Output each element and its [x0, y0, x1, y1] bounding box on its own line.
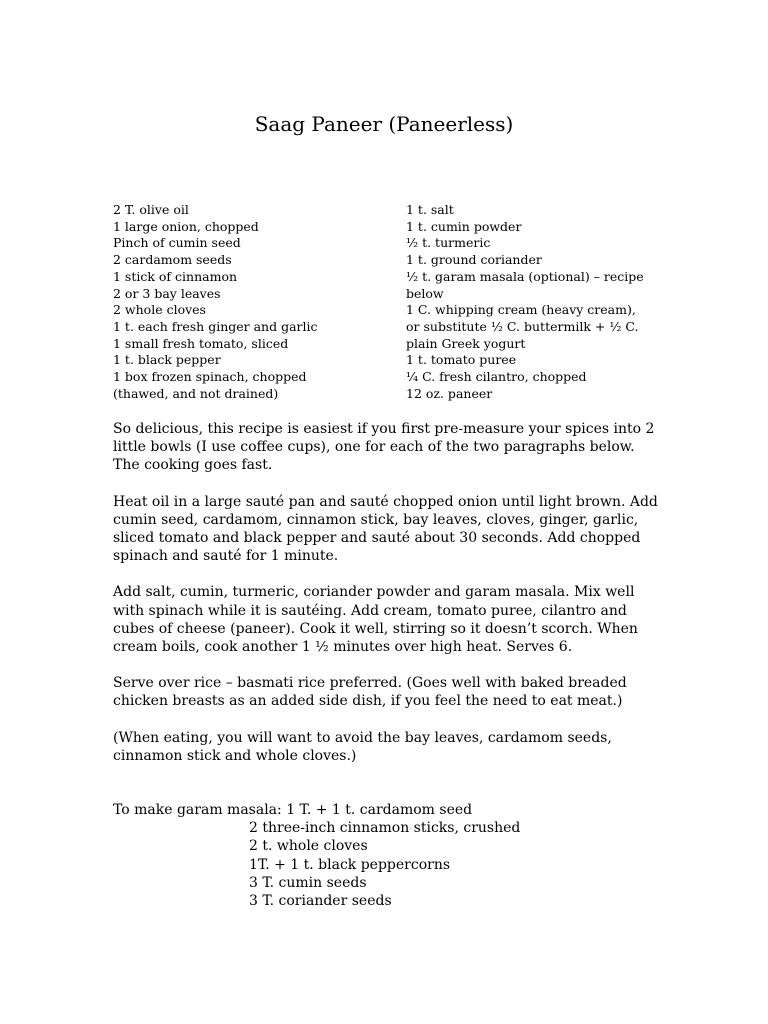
ingredient-item: 1 t. ground coriander: [406, 252, 542, 268]
ingredient-item: 1 t. black pepper: [113, 352, 221, 368]
ingredient-item: 2 T. olive oil: [113, 202, 189, 217]
ingredient-item: ½ t. garam masala (optional) – recipe below: [406, 268, 644, 301]
ingredient-item: 2 cardamom seeds: [113, 252, 232, 268]
ingredient-item: 1 stick of cinnamon: [113, 268, 238, 284]
masala-item: 3 T. cumin seeds: [249, 874, 367, 891]
instruction-paragraph: Add salt, cumin, turmeric, coriander powder and garam masala. Mix well with spinach while it is sautéing. Add cream, tomato puree, cilantro and cubes of cheese (paneer). Cook it well, stirring so it doesn’t scorch. When cream boils, cook another 1 ½ minutes over high heat. Serves 6.: [113, 584, 638, 656]
masala-item: 1T. + 1 t. black peppercorns: [249, 856, 451, 873]
masala-item: 2 t. whole cloves: [249, 838, 368, 855]
garam-masala-section: [113, 801, 661, 910]
garam-masala-lead: To make garam masala: 1 T. + 1 t. cardamom seed: [113, 802, 473, 818]
ingredient-item: 1 t. cumin powder: [406, 218, 522, 234]
instruction-paragraph: So delicious, this recipe is easiest if you first pre-measure your spices into 2 little bowls (I use coffee cups), one for each of the two paragraphs below. The cooking goes fast.: [113, 421, 655, 474]
ingredient-item: ½ t. turmeric: [406, 235, 491, 251]
ingredient-item: ¼ C. fresh cilantro, chopped: [406, 369, 587, 385]
recipe-title: Saag Paneer (Paneerless): [254, 112, 514, 136]
ingredient-item: Pinch of cumin seed: [113, 235, 241, 251]
masala-item: 3 T. coriander seeds: [249, 893, 392, 910]
ingredient-item: 12 oz. paneer: [406, 385, 493, 401]
ingredient-item: 1 t. salt: [406, 202, 454, 217]
ingredient-item: 1 t. tomato puree: [406, 352, 517, 368]
ingredient-item: 1 large onion, chopped: [113, 218, 259, 234]
instruction-paragraph: (When eating, you will want to avoid the bay leaves, cardamom seeds, cinnamon stick and whole cloves.): [113, 729, 612, 764]
ingredient-item: 2 whole cloves: [113, 302, 206, 318]
ingredients-right-column: [406, 202, 646, 402]
instruction-paragraph: Serve over rice – basmati rice preferred. (Goes well with baked breaded chicken breasts as an added side dish, if you feel the need to eat meat.): [113, 675, 627, 710]
ingredient-item: 1 small fresh tomato, sliced: [113, 335, 289, 351]
ingredient-item: 1 C. whipping cream (heavy cream), or substitute ½ C. buttermilk + ½ C. plain Greek yogurt: [406, 302, 639, 351]
instruction-paragraph: Heat oil in a large sauté pan and sauté chopped onion until light brown. Add cumin seed, cardamom, cinnamon stick, bay leaves, cloves, ginger, garlic, sliced tomato and black pepper and sauté about 30 seconds. Add chopped spinach and sauté for 1 minute.: [113, 493, 658, 565]
ingredients-left-column: [113, 202, 363, 402]
masala-item: 2 three-inch cinnamon sticks, crushed: [249, 820, 521, 837]
ingredient-item: 1 t. each fresh ginger and garlic: [113, 318, 318, 334]
instructions: [113, 420, 661, 783]
garam-masala-list: [113, 819, 661, 910]
ingredient-item: 1 box frozen spinach, chopped (thawed, and not drained): [113, 369, 307, 401]
ingredient-item: 2 or 3 bay leaves: [113, 285, 221, 301]
